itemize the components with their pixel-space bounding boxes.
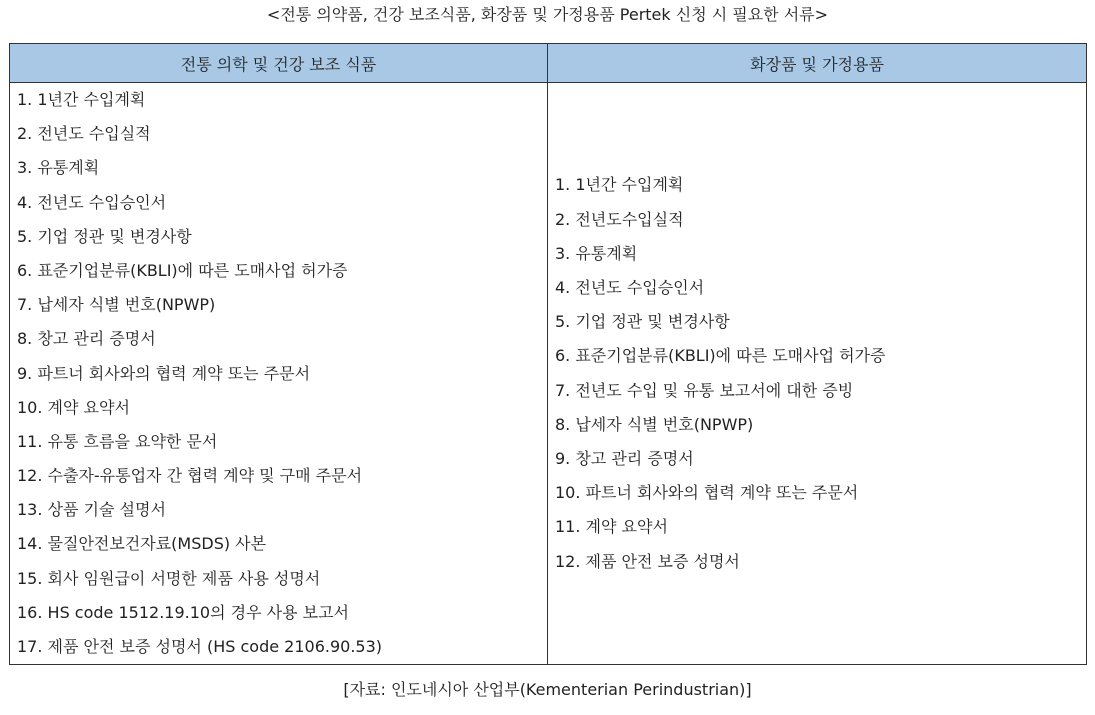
traditional-medicine-document-item: 5. 기업 정관 및 변경사항 — [17, 226, 192, 246]
traditional-medicine-document-item: 4. 전년도 수입승인서 — [17, 192, 167, 212]
traditional-medicine-document-item: 16. HS code 1512.19.10의 경우 사용 보고서 — [17, 602, 349, 622]
table-header-row — [10, 44, 1087, 83]
document-title: <전통 의약품, 건강 보조식품, 화장품 및 가정용품 Pertek 신청 시 필요한 서류> — [266, 5, 829, 24]
source-note: [자료: 인도네시아 산업부(Kementerian Perindustrian)] — [343, 680, 752, 699]
cosmetics-household-document-item: 8. 납세자 식별 번호(NPWP) — [555, 414, 754, 434]
traditional-medicine-document-item: 11. 유통 흐름을 요약한 문서 — [17, 431, 218, 451]
traditional-medicine-document-item: 6. 표준기업분류(KBLI)에 따른 도매사업 허가증 — [17, 260, 348, 280]
cosmetics-household-document-item: 6. 표준기업분류(KBLI)에 따른 도매사업 허가증 — [555, 346, 886, 366]
traditional-medicine-document-item: 2. 전년도 수입실적 — [17, 124, 151, 144]
required-documents-table — [9, 43, 1087, 665]
traditional-medicine-document-item: 12. 수출자-유통업자 간 협력 계약 및 구매 주문서 — [17, 466, 363, 486]
traditional-medicine-document-item: 8. 창고 관리 증명서 — [17, 329, 156, 349]
traditional-medicine-document-item: 15. 회사 임원급이 서명한 제품 사용 성명서 — [17, 568, 321, 588]
cosmetics-household-document-item: 11. 계약 요약서 — [555, 517, 668, 537]
cosmetics-household-document-item: 9. 창고 관리 증명서 — [555, 448, 694, 468]
cosmetics-household-document-item: 3. 유통계획 — [555, 243, 638, 263]
traditional-medicine-cell — [10, 83, 548, 665]
header-traditional-medicine: 전통 의학 및 건강 보조 식품 — [10, 44, 548, 83]
traditional-medicine-document-item: 17. 제품 안전 보증 성명서 (HS code 2106.90.53) — [17, 637, 383, 656]
header-cosmetics-household: 화장품 및 가정용품 — [548, 44, 1087, 83]
cosmetics-household-document-item: 7. 전년도 수입 및 유통 보고서에 대한 증빙 — [555, 380, 854, 400]
cosmetics-household-cell — [548, 83, 1087, 665]
traditional-medicine-document-item: 14. 물질안전보건자료(MSDS) 사본 — [17, 534, 267, 554]
cosmetics-household-document-list — [548, 168, 1086, 578]
cosmetics-household-document-item: 4. 전년도 수입승인서 — [555, 278, 705, 298]
cosmetics-household-document-item: 2. 전년도수입실적 — [555, 209, 684, 229]
traditional-medicine-document-item: 9. 파트너 회사와의 협력 계약 또는 주문서 — [17, 363, 311, 383]
cosmetics-household-document-item: 12. 제품 안전 보증 성명서 — [555, 551, 740, 571]
cosmetics-household-document-item: 10. 파트너 회사와의 협력 계약 또는 주문서 — [555, 483, 859, 503]
traditional-medicine-document-item: 13. 상품 기술 설명서 — [17, 500, 166, 520]
cosmetics-household-document-item: 1. 1년간 수입계획 — [555, 175, 684, 195]
cosmetics-household-document-item: 5. 기업 정관 및 변경사항 — [555, 312, 730, 332]
table-body-row — [10, 83, 1087, 665]
traditional-medicine-document-item: 1. 1년간 수입계획 — [17, 90, 146, 109]
traditional-medicine-document-item: 3. 유통계획 — [17, 158, 100, 178]
traditional-medicine-document-item: 10. 계약 요약서 — [17, 397, 130, 417]
traditional-medicine-document-item: 7. 납세자 식별 번호(NPWP) — [17, 295, 216, 315]
traditional-medicine-document-list — [10, 83, 547, 664]
